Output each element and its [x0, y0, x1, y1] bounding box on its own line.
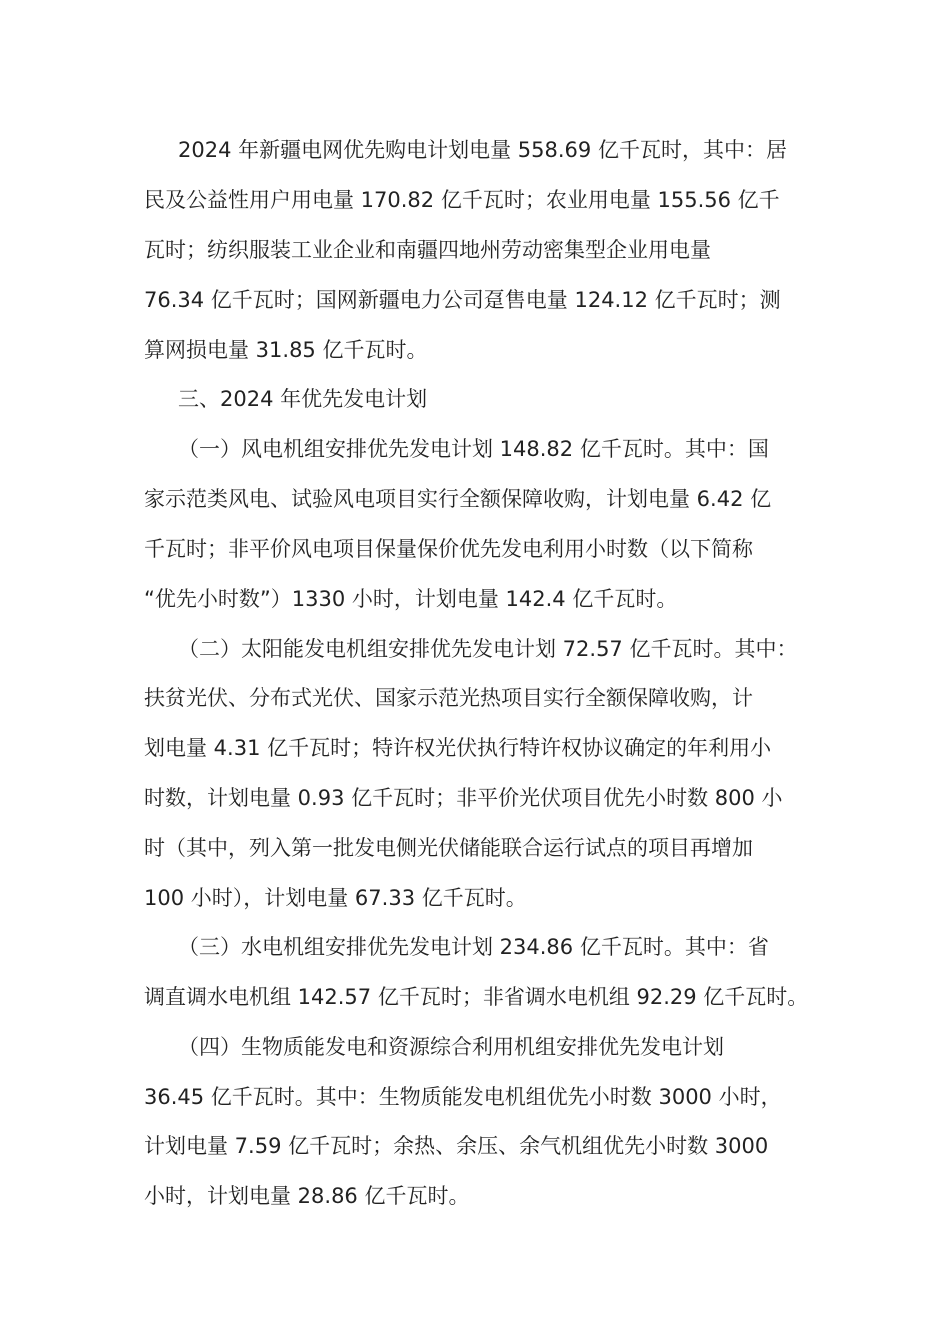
- paragraph-line: 扶贫光伏、分布式光伏、国家示范光热项目实行全额保障收购，计: [144, 686, 753, 710]
- paragraph-line: （三）水电机组安排优先发电计划 234.86 亿千瓦时。其中：省: [178, 935, 769, 959]
- paragraph-line: （二）太阳能发电机组安排优先发电计划 72.57 亿千瓦时。其中：: [178, 637, 798, 661]
- paragraph-line: 36.45 亿千瓦时。其中：生物质能发电机组优先小时数 3000 小时，: [144, 1085, 782, 1109]
- paragraph-line: 小时，计划电量 28.86 亿千瓦时。: [144, 1184, 470, 1208]
- paragraph-line: 家示范类风电、试验风电项目实行全额保障收购，计划电量 6.42 亿: [144, 487, 772, 511]
- paragraph-line: 划电量 4.31 亿千瓦时；特许权光伏执行特许权协议确定的年利用小: [144, 736, 772, 760]
- paragraph-line: 民及公益性用户用电量 170.82 亿千瓦时；农业用电量 155.56 亿千: [144, 188, 780, 212]
- paragraph-line: “优先小时数”）1330 小时，计划电量 142.4 亿千瓦时。: [144, 587, 678, 611]
- paragraph-line: 100 小时），计划电量 67.33 亿千瓦时。: [144, 886, 527, 910]
- paragraph-line: 瓦时；纺织服装工业企业和南疆四地州劳动密集型企业用电量: [144, 238, 711, 262]
- section-heading: 三、2024 年优先发电计划: [178, 387, 428, 411]
- paragraph-line: 千瓦时；非平价风电项目保量保价优先发电利用小时数（以下简称: [144, 537, 753, 561]
- paragraph-line: 算网损电量 31.85 亿千瓦时。: [144, 338, 428, 362]
- paragraph-line: 2024 年新疆电网优先购电计划电量 558.69 亿千瓦时，其中：居: [178, 138, 787, 162]
- paragraph-line: （一）风电机组安排优先发电计划 148.82 亿千瓦时。其中：国: [178, 437, 769, 461]
- paragraph-line: 76.34 亿千瓦时；国网新疆电力公司趸售电量 124.12 亿千瓦时；测: [144, 288, 781, 312]
- paragraph-line: 调直调水电机组 142.57 亿千瓦时；非省调水电机组 92.29 亿千瓦时。: [144, 985, 809, 1009]
- paragraph-line: 计划电量 7.59 亿千瓦时；余热、余压、余气机组优先小时数 3000: [144, 1134, 769, 1158]
- paragraph-line: 时（其中，列入第一批发电侧光伏储能联合运行试点的项目再增加: [144, 836, 753, 860]
- paragraph-line: （四）生物质能发电和资源综合利用机组安排优先发电计划: [178, 1035, 724, 1059]
- paragraph-line: 时数，计划电量 0.93 亿千瓦时；非平价光伏项目优先小时数 800 小: [144, 786, 783, 810]
